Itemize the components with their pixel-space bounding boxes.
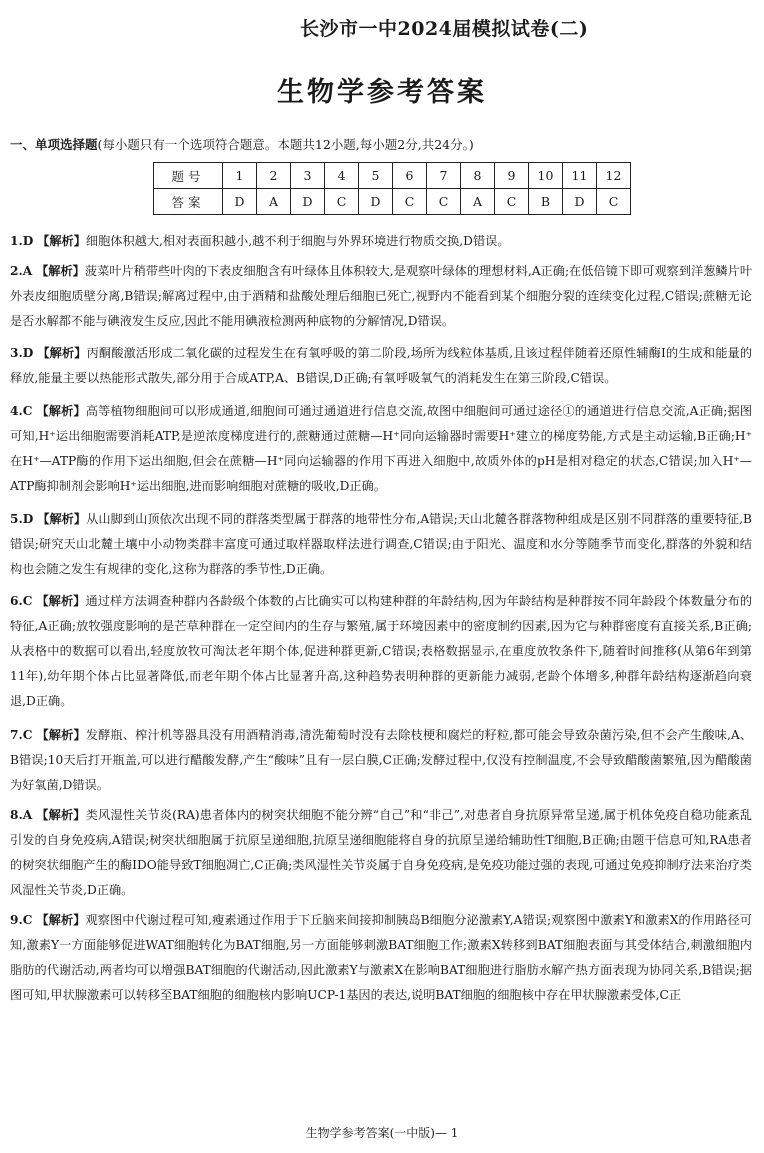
explanation-item bbox=[10, 908, 752, 1008]
question-number: 10 bbox=[529, 163, 563, 189]
answer-cell: C bbox=[597, 189, 631, 215]
answer-cell: C bbox=[393, 189, 427, 215]
item-text: 通过样方法调查种群内各龄级个体数的占比确实可以构建种群的年龄结构,因为年龄结构是种群按不同年龄段个体数量分布的特征,A正确;放牧强度影响的是芒草种群在一定空间内的生存与繁殖,属于环境因素中的密度制约因素,因为它与种群密度有直接关系,B正确;从表格中的数据可以看出,轻度放牧可淘汰老年期个体,促进种群更新,C错误;表格数据显示,在重度放牧条件下,随着时间推移(从第6年到第11年),幼年期个体占比显著降低,而老年期个体占比显著升高,这种趋势表明种群的更新能力减弱,老龄个体增多,种群年龄结构逐渐趋向衰退,D正确。 bbox=[10, 594, 753, 708]
analysis-tag: 【解析】 bbox=[36, 594, 86, 608]
page-title: 生物学参考答案 bbox=[277, 77, 487, 108]
explanation-item bbox=[10, 803, 752, 903]
item-text: 菠菜叶片稍带些叶肉的下表皮细胞含有叶绿体且体积较大,是观察叶绿体的理想材料,A正确;在低倍镜下即可观察到洋葱鳞片叶外表皮细胞质壁分离,B错误;解离过程中,由于酒精和盐酸处理后细胞已死亡,视野内不能看到某个细胞分裂的连续变化过程,C错误;蔗糖无论是否水解都不能与碘液发生反应,因此不能用碘液检测两种底物的分解情况,D错误。 bbox=[10, 264, 753, 328]
analysis-tag: 【解析】 bbox=[36, 913, 86, 927]
question-number: 9 bbox=[495, 163, 529, 189]
analysis-tag: 【解析】 bbox=[37, 234, 86, 248]
question-number: 5 bbox=[359, 163, 393, 189]
item-text: 类风湿性关节炎(RA)患者体内的树突状细胞不能分辨“自己”和“非己”,对患者自身抗原异常呈递,属于机体免疫自稳功能紊乱引发的自身免疫病,A错误;树突状细胞属于抗原呈递细胞,抗原呈递细胞能将自身的抗原呈递给辅助性T细胞,B正确;由题干信息可知,RA患者的树突状细胞产生的酶IDO能导致T细胞凋亡,C正确;类风湿性关节炎属于自身免疫病,是免疫功能过强的表现,可通过免疫抑制疗法来治疗类风湿性关节炎,D正确。 bbox=[10, 808, 752, 897]
answer-cell: A bbox=[461, 189, 495, 215]
answer-cell: C bbox=[325, 189, 359, 215]
item-number: 1.D bbox=[10, 234, 34, 248]
question-number: 7 bbox=[427, 163, 461, 189]
question-number: 3 bbox=[291, 163, 325, 189]
explanation-item bbox=[10, 341, 752, 391]
analysis-tag: 【解析】 bbox=[36, 808, 86, 822]
item-number: 4.C bbox=[10, 404, 33, 418]
question-number: 6 bbox=[393, 163, 427, 189]
explanation-item bbox=[10, 723, 752, 798]
series-title: 长沙市一中2024届模拟试卷(二) bbox=[300, 18, 589, 40]
item-number: 7.C bbox=[10, 728, 33, 742]
question-number: 4 bbox=[325, 163, 359, 189]
answer-cell: C bbox=[495, 189, 529, 215]
question-number-row bbox=[154, 163, 631, 189]
question-number: 12 bbox=[597, 163, 631, 189]
explanation-list bbox=[10, 229, 752, 1008]
page-footer: 生物学参考答案(一中版)— 1 bbox=[305, 1126, 459, 1140]
answer-cell: D bbox=[563, 189, 597, 215]
item-number: 2.A bbox=[10, 264, 33, 278]
answer-cell: D bbox=[291, 189, 325, 215]
item-text: 观察图中代谢过程可知,瘦素通过作用于下丘脑来间接抑制胰岛B细胞分泌激素Y,A错误;观察图中激素Y和激素X的作用路径可知,激素Y一方面能够促进WAT细胞转化为BAT细胞,另一方面能够刺激BAT细胞工作;激素X转移到BAT细胞表面与其受体结合,刺激细胞内脂肪的代谢活动,两者均可以增强BAT细胞的代谢活动,因此激素Y与激素X在影响BAT细胞进行脂肪水解产热方面表现为协同关系,B错误;据图可知,甲状腺激素可以转移至BAT细胞的细胞核内影响UCP-1基因的表达,说明BAT细胞的细胞核中存在甲状腺激素受体,C正 bbox=[10, 913, 753, 1002]
item-number: 5.D bbox=[10, 512, 34, 526]
question-number: 11 bbox=[563, 163, 597, 189]
analysis-tag: 【解析】 bbox=[37, 346, 87, 360]
item-text: 从山脚到山顶依次出现不同的群落类型属于群落的地带性分布,A错误;天山北麓各群落物种组成是区别不同群落的重要特征,B错误;研究天山北麓土壤中小动物类群丰富度可通过取样器取样法进行调查,C错误;由于阳光、温度和水分等随季节而变化,群落的外貌和结构也会随之发生有规律的变化,这称为群落的季节性,D正确。 bbox=[10, 512, 752, 576]
answer-cell: A bbox=[257, 189, 291, 215]
answer-cell: D bbox=[223, 189, 257, 215]
explanation-item bbox=[10, 259, 752, 334]
question-number: 1 bbox=[223, 163, 257, 189]
answer-row bbox=[154, 189, 631, 215]
item-number: 8.A bbox=[10, 808, 33, 822]
item-text: 发酵瓶、榨汁机等器具没有用酒精消毒,清洗葡萄时没有去除枝梗和腐烂的籽粒,都可能会导致杂菌污染,但不会产生酸味,A、B错误;10天后打开瓶盖,可以进行醋酸发酵,产生“酸味”且有一层白膜,C正确;发酵过程中,仅没有控制温度,不会导致醋酸菌繁殖,因为醋酸菌为好氧菌,D错误。 bbox=[10, 728, 753, 792]
answer-table bbox=[153, 162, 631, 215]
question-number: 2 bbox=[257, 163, 291, 189]
question-number: 8 bbox=[461, 163, 495, 189]
explanation-item bbox=[10, 399, 752, 499]
item-text: 丙酮酸激活形成二氧化碳的过程发生在有氧呼吸的第二阶段,场所为线粒体基质,且该过程伴随着还原性辅酶Ⅰ的生成和能量的释放,能量主要以热能形式散失,部分用于合成ATP,A、B错误,D正确;有氧呼吸氧气的消耗发生在第三阶段,C错误。 bbox=[10, 346, 753, 385]
explanation-item bbox=[10, 589, 752, 714]
analysis-tag: 【解析】 bbox=[37, 512, 87, 526]
row-label-answer: 答案 bbox=[154, 189, 223, 215]
item-text: 细胞体积越大,相对表面积越小,越不利于细胞与外界环境进行物质交换,D错误。 bbox=[85, 234, 510, 248]
section-label: 一、单项选择题 bbox=[10, 137, 98, 152]
analysis-tag: 【解析】 bbox=[36, 404, 86, 418]
item-number: 6.C bbox=[10, 594, 33, 608]
row-label-number: 题号 bbox=[154, 163, 223, 189]
explanation-item bbox=[10, 229, 752, 254]
answer-cell: D bbox=[359, 189, 393, 215]
analysis-tag: 【解析】 bbox=[36, 264, 85, 278]
section-heading bbox=[10, 135, 750, 153]
item-number: 9.C bbox=[10, 913, 33, 927]
item-number: 3.D bbox=[10, 346, 34, 360]
item-text: 高等植物细胞间可以形成通道,细胞间可通过通道进行信息交流,故图中细胞间可通过途径①的通道进行信息交流,A正确;据图可知,H⁺运出细胞需要消耗ATP,是逆浓度梯度进行的,蔗糖通过蔗糖—H⁺同向运输器时需要H⁺建立的梯度势能,方式是主动运输,B正确;H⁺在H⁺—ATP酶的作用下运出细胞,但会在蔗糖—H⁺同向运输器的作用下再进入细胞中,故质外体的pH是相对稳定的状态,C错误;加入H⁺—ATP酶抑制剂会影响H⁺运出细胞,进而影响细胞对蔗糖的吸收,D正确。 bbox=[10, 404, 753, 493]
section-note: (每小题只有一个选项符合题意。本题共12小题,每小题2分,共24分。) bbox=[97, 137, 474, 152]
answer-cell: B bbox=[529, 189, 563, 215]
analysis-tag: 【解析】 bbox=[36, 728, 86, 742]
answer-cell: C bbox=[427, 189, 461, 215]
explanation-item bbox=[10, 507, 752, 582]
